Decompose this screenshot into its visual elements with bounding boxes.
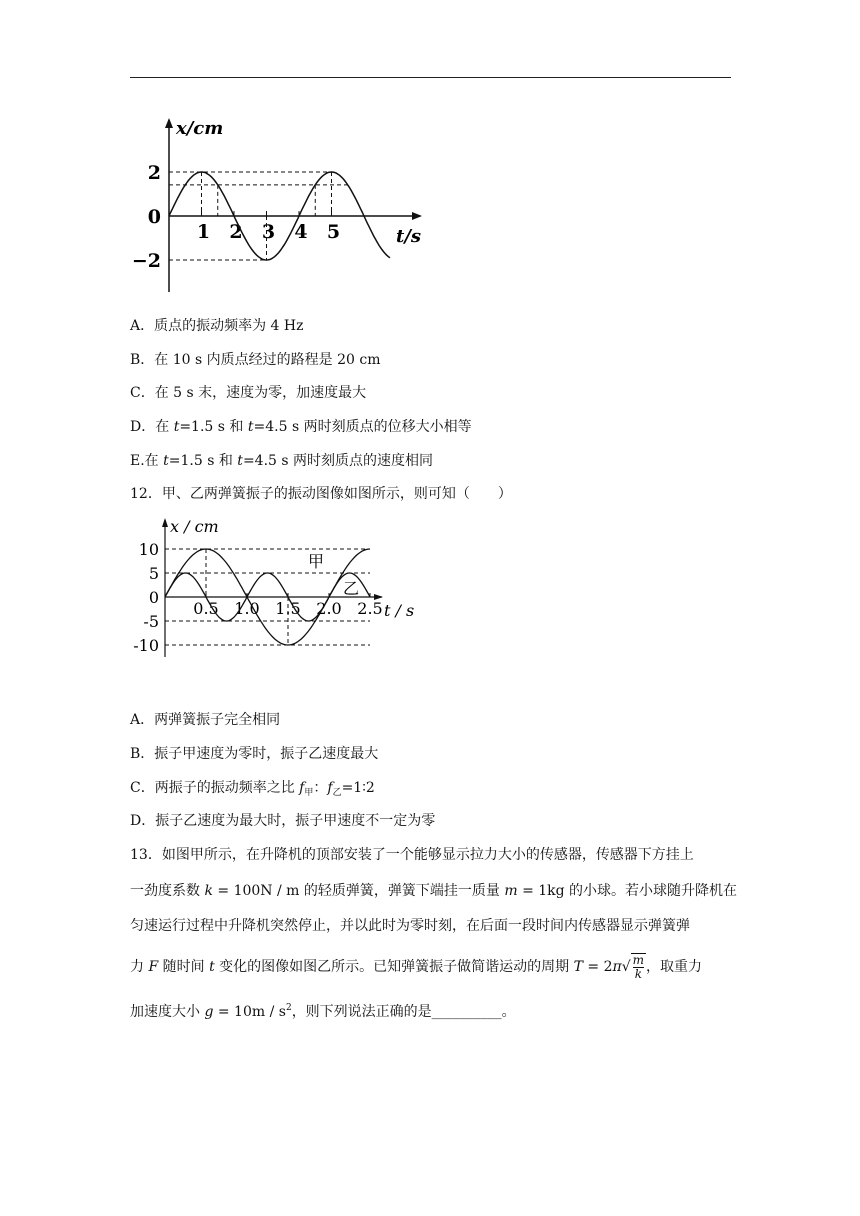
y-axis-label: x/cm bbox=[176, 118, 224, 139]
x-axis-label: t/s bbox=[396, 226, 422, 247]
y-tick-label: 0 bbox=[147, 206, 161, 228]
q11-option-c: C．在 5 s 末，速度为零，加速度最大 bbox=[130, 385, 367, 401]
q11-option-e: E.在 t=1.5 s 和 t=4.5 s 两时刻质点的速度相同 bbox=[130, 453, 434, 469]
y-tick-label: 5 bbox=[148, 564, 159, 583]
x-tick-label: 2.5 bbox=[357, 599, 383, 618]
y-tick-label: 0 bbox=[148, 588, 159, 607]
header-rule bbox=[130, 77, 731, 78]
x-tick-label: 0.5 bbox=[193, 599, 219, 618]
x-tick-label: 1.5 bbox=[275, 599, 301, 618]
q12-option-c: C．两振子的振动频率之比 $f_甲$：$f_乙=1∶2$ bbox=[130, 780, 375, 798]
x-tick-label: 4 bbox=[294, 221, 308, 243]
y-tick-label: -10 bbox=[133, 636, 159, 655]
q11-option-b: B．在 10 s 内质点经过的路程是 20 cm bbox=[130, 352, 381, 368]
q12-option-b: B．振子甲速度为零时，振子乙速度最大 bbox=[130, 746, 379, 762]
q13-line-1: 13．如图甲所示，在升降机的顶部安装了一个能够显示拉力大小的传感器，传感器下方挂上 bbox=[130, 847, 694, 863]
y-tick-label: 2 bbox=[147, 162, 161, 184]
x-tick-label: 1 bbox=[196, 221, 211, 243]
x-tick-label: 5 bbox=[326, 221, 341, 243]
y-axis-arrow-icon bbox=[165, 118, 173, 128]
x-axis-label: t / s bbox=[384, 601, 415, 620]
y-tick-label: −2 bbox=[131, 250, 161, 272]
q13-line-4: 力 F 随时间 t 变化的图像如图乙所示。已知弹簧振子做简谐运动的周期 T = 2π√ $\frac{m}{k}$ ，取重力 bbox=[130, 953, 703, 981]
y-tick-label: -5 bbox=[143, 612, 159, 631]
q13-line-2: 一劲度系数 k = 100N / m 的轻质弹簧，弹簧下端挂一质量 m = 1kg 的小球。若小球随升降机在 bbox=[130, 883, 738, 899]
q13-line-5: 加速度大小 $g = 10m / s^2$，则下列说法正确的是__________。 bbox=[130, 1003, 516, 1020]
q12-chart bbox=[130, 512, 430, 662]
q12-option-a: A．两弹簧振子完全相同 bbox=[130, 712, 281, 728]
q12-stem: 12．甲、乙两弹簧振子的振动图像如图所示，则可知（ ） bbox=[130, 486, 512, 502]
q11-option-d: D．在 t=1.5 s 和 t=4.5 s 两时刻质点的位移大小相等 bbox=[130, 419, 472, 435]
x-tick-label: 1.0 bbox=[234, 599, 260, 618]
q13-line-3: 匀速运行过程中升降机突然停止，并以此时为零时刻，在后面一段时间内传感器显示弹簧弹 bbox=[130, 918, 690, 934]
y-axis-label: x / cm bbox=[170, 517, 219, 536]
x-tick-label: 2.0 bbox=[316, 599, 342, 618]
q11-chart bbox=[130, 110, 440, 300]
sqrt-fraction: $\frac{m}{k}$ bbox=[632, 953, 645, 981]
q11-option-a: A．质点的振动频率为 4 Hz bbox=[130, 318, 304, 334]
q12-option-d: D．振子乙速度为最大时，振子甲速度不一定为零 bbox=[130, 813, 436, 829]
x-tick-label: 2 bbox=[229, 221, 243, 243]
series-label-yi: 乙 bbox=[343, 579, 360, 598]
y-axis-arrow-icon bbox=[162, 518, 168, 527]
x-tick-label: 3 bbox=[261, 221, 276, 243]
series-label-jia: 甲 bbox=[308, 552, 325, 571]
x-axis-arrow-icon bbox=[412, 212, 422, 220]
y-tick-label: 10 bbox=[138, 540, 159, 559]
